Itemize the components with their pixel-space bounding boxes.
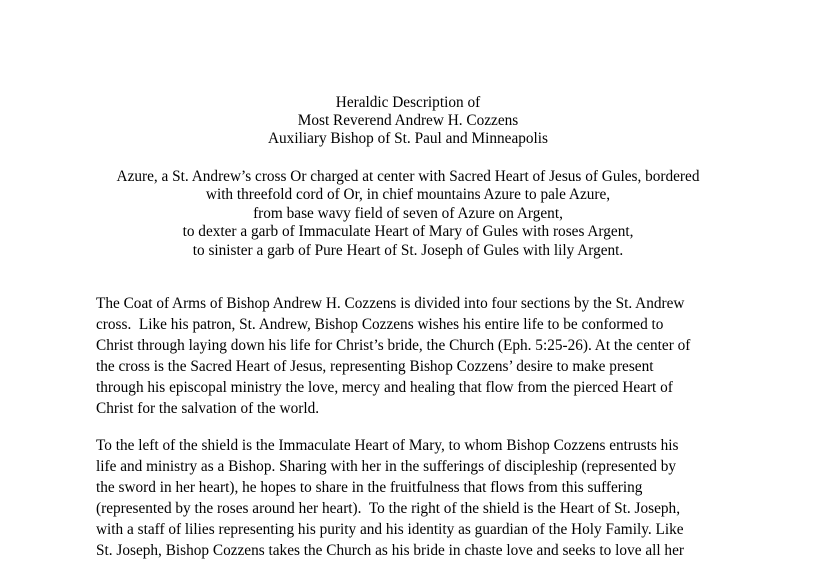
title-line-office: Auxiliary Bishop of St. Paul and Minneapolis (267, 130, 548, 148)
paragraph-line: life and ministry as a Bishop. Sharing with her in the sufferings of discipleship (represented by (96, 458, 677, 475)
body-paragraph-coat-of-arms (96, 293, 736, 419)
paragraph-line: (represented by the roses around her heart). To the right of the shield is the Heart of St. Joseph, (96, 500, 681, 517)
paragraph-line: St. Joseph, Bishop Cozzens takes the Church as his bride in chaste love and seeks to love all her (96, 542, 684, 559)
paragraph-line: To the left of the shield is the Immaculate Heart of Mary, to whom Bishop Cozzens entrusts his (96, 437, 679, 454)
body-paragraph-hearts (96, 435, 736, 561)
paragraph-line: through his episcopal ministry the love, mercy and healing that flow from the pierced Heart of (96, 379, 673, 396)
paragraph-line: the cross is the Sacred Heart of Jesus, representing Bishop Cozzens’ desire to make present (96, 358, 654, 375)
paragraph-line: the sword in her heart), he hopes to share in the fruitfulness that flows from this suffering (96, 479, 643, 496)
title-line-heading: Heraldic Description of (335, 94, 481, 111)
paragraph-line: with a staff of lilies representing his purity and his identity as guardian of the Holy Family. Like (96, 521, 684, 538)
title-line-name: Most Reverend Andrew H. Cozzens (297, 112, 519, 130)
blazon-line: to sinister a garb of Pure Heart of St. Joseph of Gules with lily Argent. (192, 241, 624, 259)
blazon-line: to dexter a garb of Immaculate Heart of Mary of Gules with roses Argent, (182, 223, 634, 241)
blazon-line: Azure, a St. Andrew’s cross Or charged at center with Sacred Heart of Jesus of Gules, bordered (116, 168, 700, 185)
document-title (0, 94, 816, 149)
paragraph-line: Christ through laying down his life for Christ’s bride, the Church (Eph. 5:25-26). At the center of (96, 337, 691, 354)
blazon-line: from base wavy field of seven of Azure on Argent, (253, 204, 563, 222)
blazon-line: with threefold cord of Or, in chief mountains Azure to pale Azure, (205, 186, 611, 204)
blazon-text (0, 168, 816, 260)
paragraph-line: The Coat of Arms of Bishop Andrew H. Cozzens is divided into four sections by the St. Andrew (96, 295, 685, 312)
paragraph-line: Christ for the salvation of the world. (96, 400, 320, 417)
paragraph-line: cross. Like his patron, St. Andrew, Bishop Cozzens wishes his entire life to be conformed to (96, 316, 664, 333)
